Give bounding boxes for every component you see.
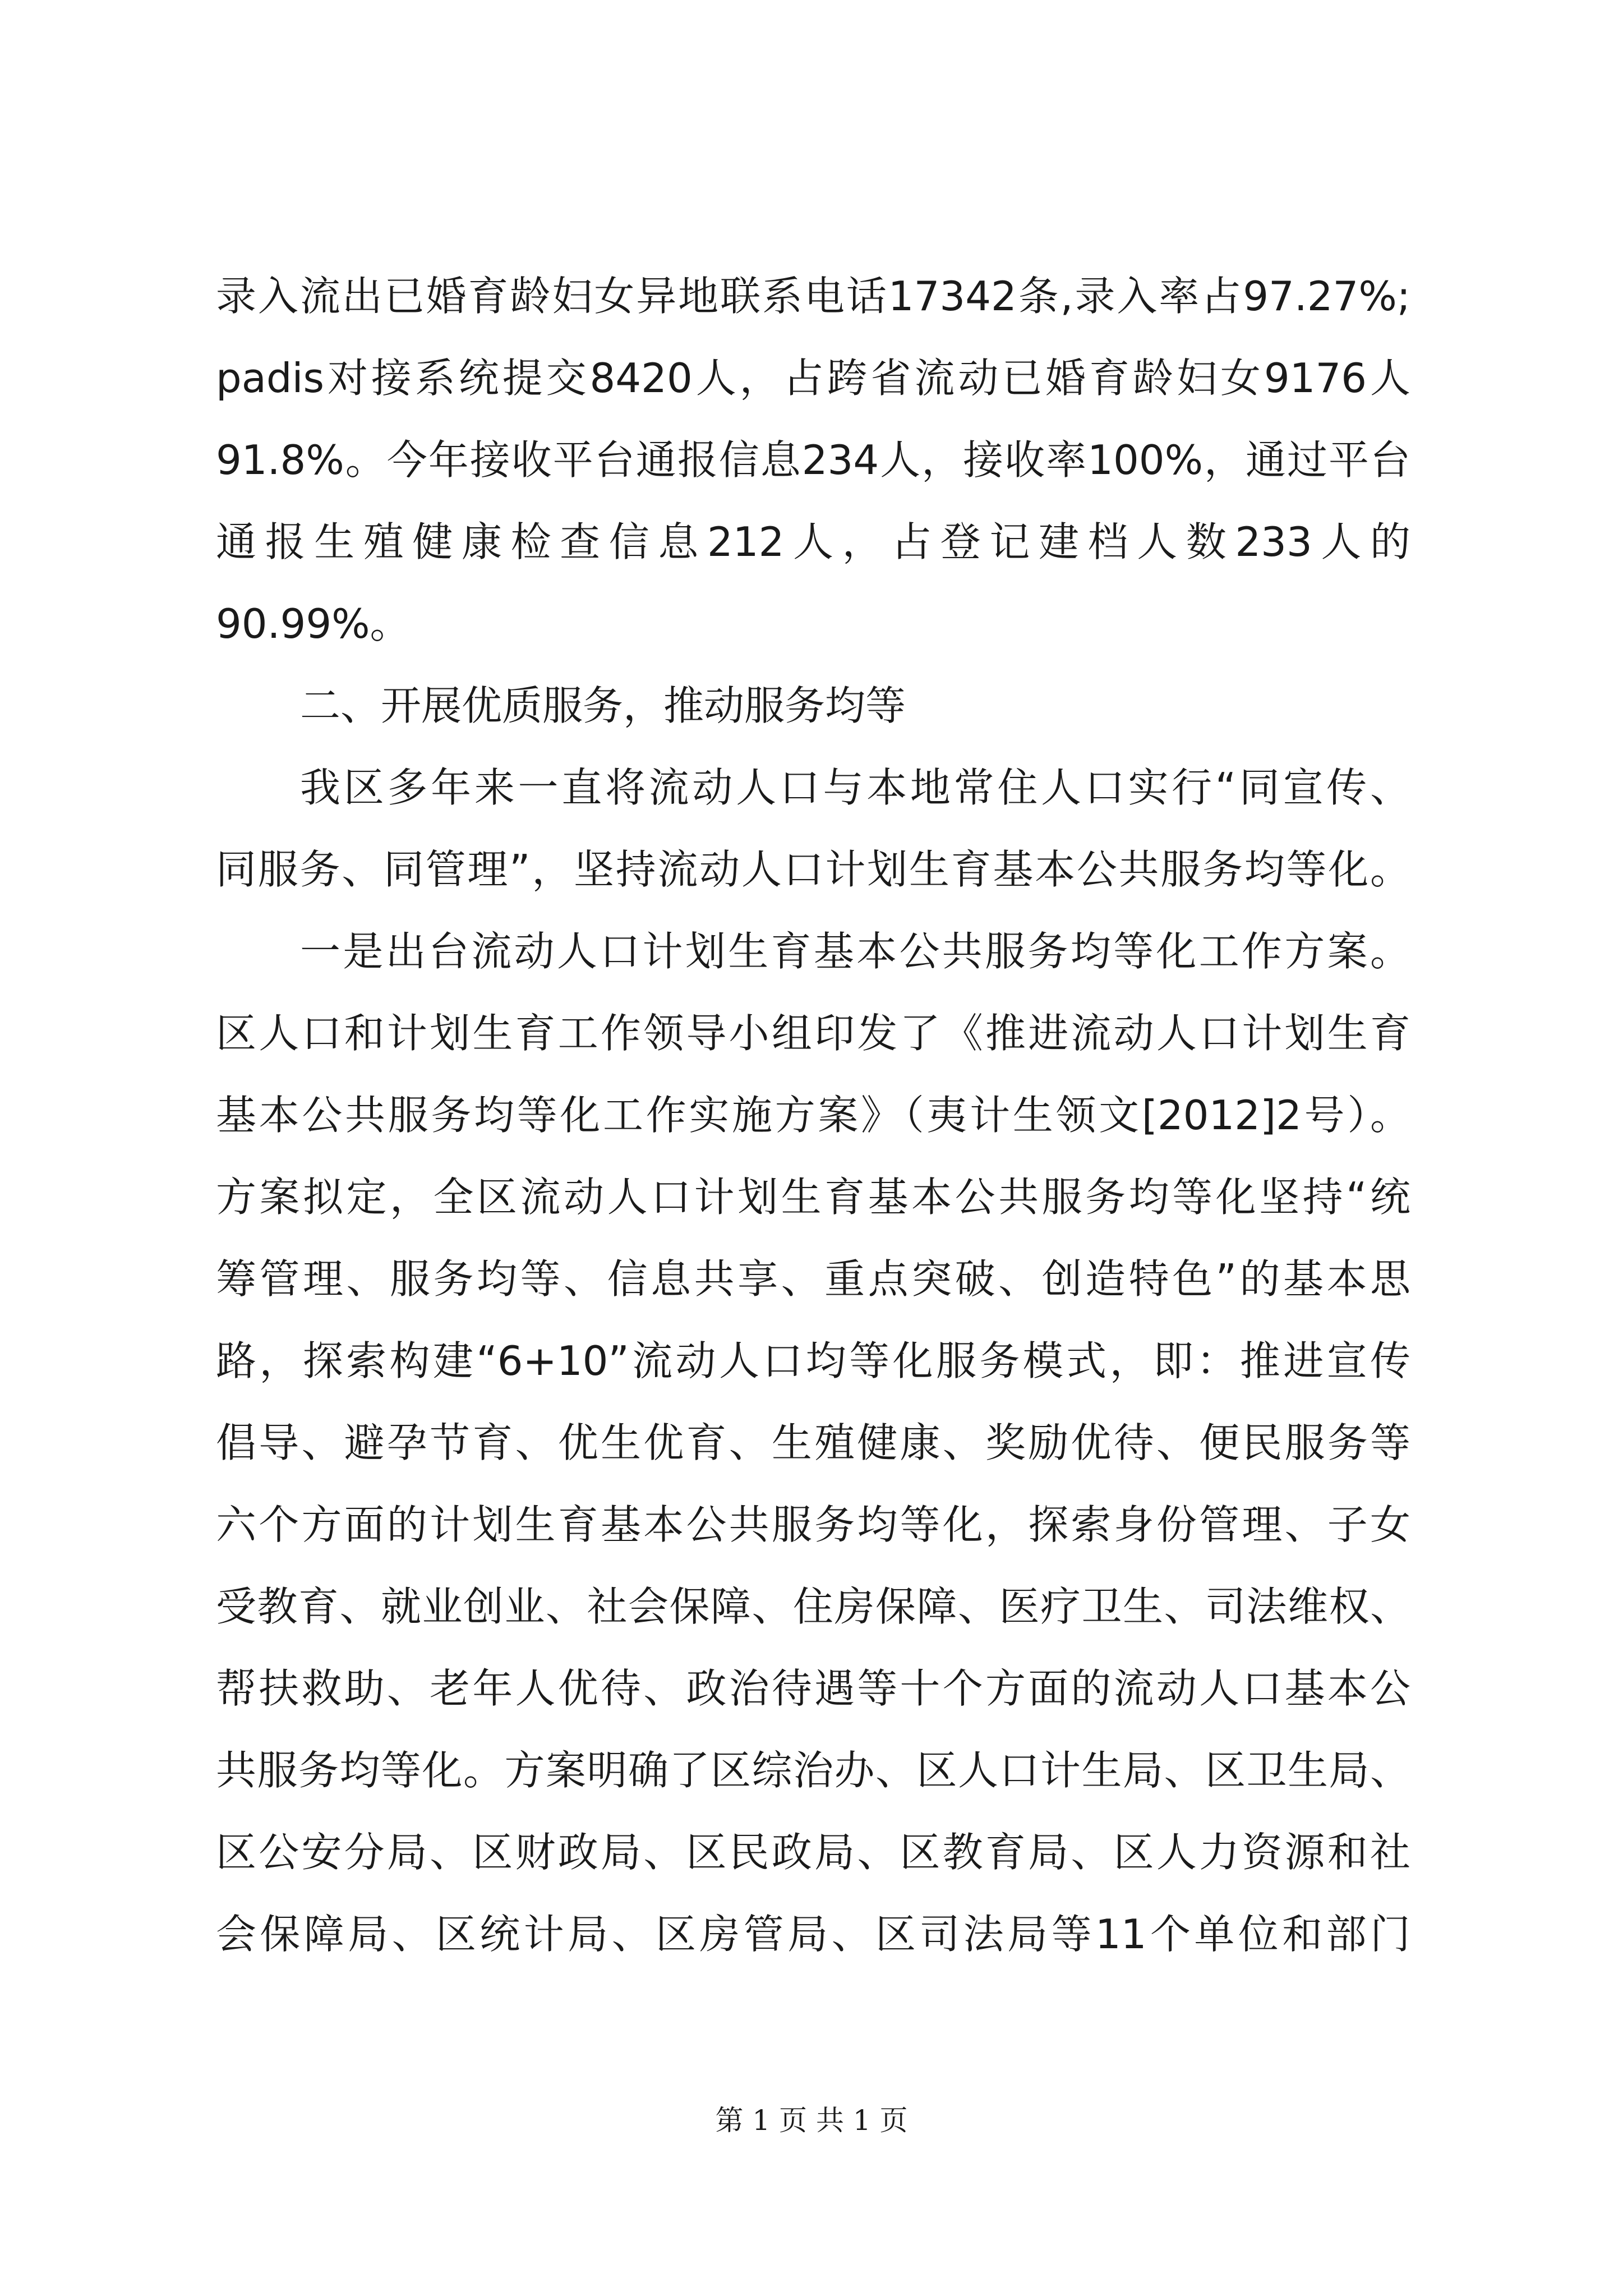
text-line: 会保障局、区统计局、区房管局、区司法局等11个单位和部门 — [216, 1911, 1410, 1958]
section-heading: 二、开展优质服务，推动服务均等 — [300, 682, 906, 729]
text-line: 录入流出已婚育龄妇女异地联系电话17342条,录入率占97.27%; — [216, 273, 1410, 320]
text-line: padis对接系统提交8420人，占跨省流动已婚育龄妇女9176人 — [216, 355, 1410, 402]
text-line: 方案拟定，全区流动人口计划生育基本公共服务均等化坚持“统 — [216, 1174, 1410, 1221]
text-line: 基本公共服务均等化工作实施方案》（夷计生领文[2012]2号）。 — [216, 1092, 1410, 1139]
text-line: 筹管理、服务均等、信息共享、重点突破、创造特色”的基本思 — [216, 1255, 1410, 1303]
text-line: 同服务、同管理”，坚持流动人口计划生育基本公共服务均等化。 — [216, 846, 1410, 893]
text-line: 帮扶救助、老年人优待、政治待遇等十个方面的流动人口基本公 — [216, 1665, 1410, 1712]
text-line: 我区多年来一直将流动人口与本地常住人口实行“同宣传、 — [300, 764, 1410, 811]
text-line: 共服务均等化。方案明确了区综治办、区人口计生局、区卫生局、 — [216, 1747, 1410, 1794]
text-line: 一是出台流动人口计划生育基本公共服务均等化工作方案。 — [300, 928, 1410, 975]
text-line: 区公安分局、区财政局、区民政局、区教育局、区人力资源和社 — [216, 1829, 1410, 1876]
text-line: 受教育、就业创业、社会保障、住房保障、医疗卫生、司法维权、 — [216, 1583, 1410, 1630]
text-line: 路，探索构建“6+10”流动人口均等化服务模式，即：推进宣传 — [216, 1337, 1410, 1384]
page-footer — [0, 2101, 1623, 2140]
text-line: 区人口和计划生育工作领导小组印发了《推进流动人口计划生育 — [216, 1010, 1410, 1057]
text-line: 90.99%。 — [216, 600, 411, 647]
text-line: 倡导、避孕节育、优生优育、生殖健康、奖励优待、便民服务等 — [216, 1419, 1410, 1466]
text-line: 六个方面的计划生育基本公共服务均等化，探索身份管理、子女 — [216, 1501, 1410, 1548]
body-text — [216, 255, 1410, 1975]
text-line: 通报生殖健康检查信息212人，占登记建档人数233人的 — [216, 518, 1410, 565]
page-number-label: 第 1 页 共 1 页 — [715, 2104, 908, 2137]
text-line: 91.8%。今年接收平台通报信息234人，接收率100%，通过平台 — [216, 436, 1410, 484]
